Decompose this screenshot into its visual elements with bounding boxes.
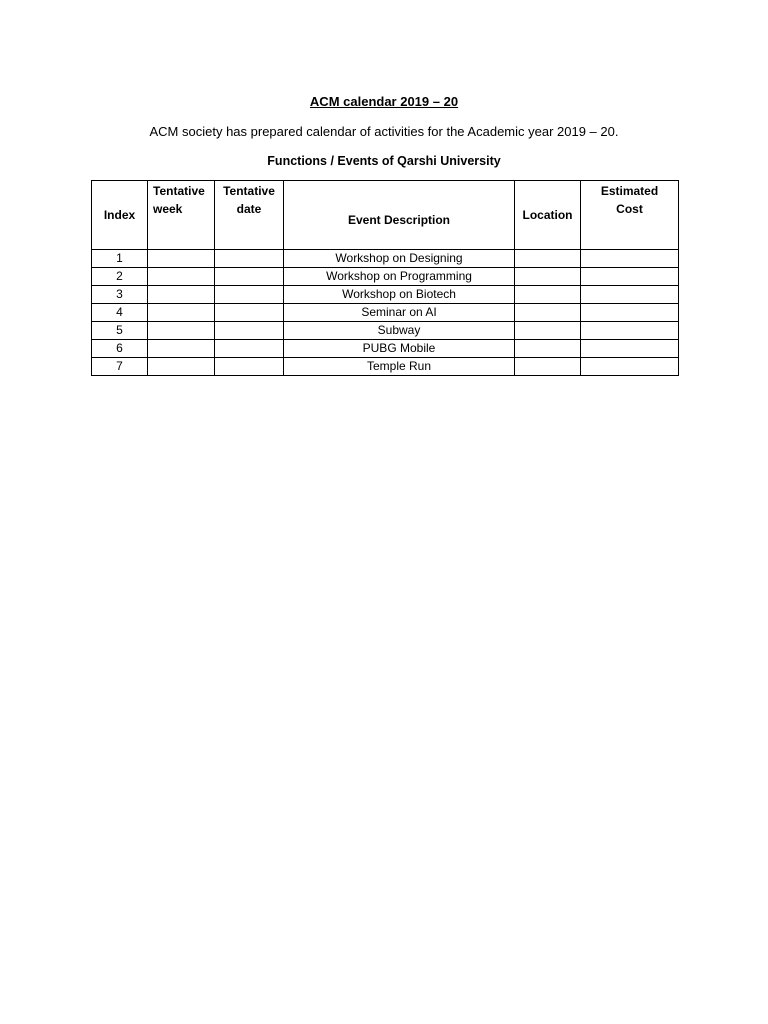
cell-index: 3 xyxy=(92,286,148,304)
cell-date xyxy=(215,286,284,304)
cell-week xyxy=(148,250,215,268)
header-location-label: Location xyxy=(522,208,573,222)
cell-description: Workshop on Biotech xyxy=(284,286,515,304)
cell-week xyxy=(148,358,215,376)
header-estimated-cost xyxy=(581,181,679,250)
cell-date xyxy=(215,322,284,340)
table-row xyxy=(92,322,679,340)
header-cost-line2: Cost xyxy=(616,202,643,216)
table-row xyxy=(92,286,679,304)
table-row xyxy=(92,358,679,376)
cell-cost xyxy=(581,250,679,268)
table-row xyxy=(92,250,679,268)
header-event-description xyxy=(284,181,515,250)
header-tentative-week xyxy=(148,181,215,250)
cell-description: PUBG Mobile xyxy=(284,340,515,358)
table-header xyxy=(92,181,679,250)
cell-location xyxy=(515,340,581,358)
cell-index: 7 xyxy=(92,358,148,376)
cell-location xyxy=(515,304,581,322)
document-subtitle: Functions / Events of Qarshi University xyxy=(267,154,501,168)
cell-location xyxy=(515,358,581,376)
cell-description: Temple Run xyxy=(284,358,515,376)
cell-week xyxy=(148,268,215,286)
cell-index: 1 xyxy=(92,250,148,268)
header-cost-line1: Estimated xyxy=(600,184,659,198)
cell-week xyxy=(148,340,215,358)
document-title: ACM calendar 2019 – 20 xyxy=(309,94,459,109)
cell-index: 6 xyxy=(92,340,148,358)
header-row xyxy=(92,181,679,250)
header-date-line1: Tentative xyxy=(223,184,275,198)
cell-location xyxy=(515,286,581,304)
header-description-label: Event Description xyxy=(347,213,451,227)
header-tentative-date xyxy=(215,181,284,250)
table-row xyxy=(92,340,679,358)
cell-description: Workshop on Programming xyxy=(284,268,515,286)
header-week-line1: Tentative xyxy=(153,184,205,198)
cell-index: 5 xyxy=(92,322,148,340)
header-index xyxy=(92,181,148,250)
cell-index: 4 xyxy=(92,304,148,322)
header-index-label: Index xyxy=(103,208,136,222)
cell-week xyxy=(148,304,215,322)
cell-location xyxy=(515,268,581,286)
cell-cost xyxy=(581,304,679,322)
cell-cost xyxy=(581,268,679,286)
header-date-line2: date xyxy=(236,202,262,216)
cell-cost xyxy=(581,358,679,376)
cell-description: Subway xyxy=(284,322,515,340)
table-row xyxy=(92,304,679,322)
cell-cost xyxy=(581,286,679,304)
cell-week xyxy=(148,286,215,304)
cell-date xyxy=(215,268,284,286)
cell-week xyxy=(148,322,215,340)
cell-date xyxy=(215,340,284,358)
header-location xyxy=(515,181,581,250)
cell-date xyxy=(215,358,284,376)
cell-location xyxy=(515,250,581,268)
cell-description: Seminar on AI xyxy=(284,304,515,322)
cell-date xyxy=(215,304,284,322)
cell-cost xyxy=(581,322,679,340)
header-week-line2: week xyxy=(153,202,183,216)
table-row xyxy=(92,268,679,286)
cell-index: 2 xyxy=(92,268,148,286)
cell-description: Workshop on Designing xyxy=(284,250,515,268)
cell-location xyxy=(515,322,581,340)
events-table xyxy=(91,180,679,376)
table-body xyxy=(92,250,679,376)
cell-cost xyxy=(581,340,679,358)
cell-date xyxy=(215,250,284,268)
document-intro: ACM society has prepared calendar of activities for the Academic year 2019 – 20. xyxy=(149,124,619,139)
